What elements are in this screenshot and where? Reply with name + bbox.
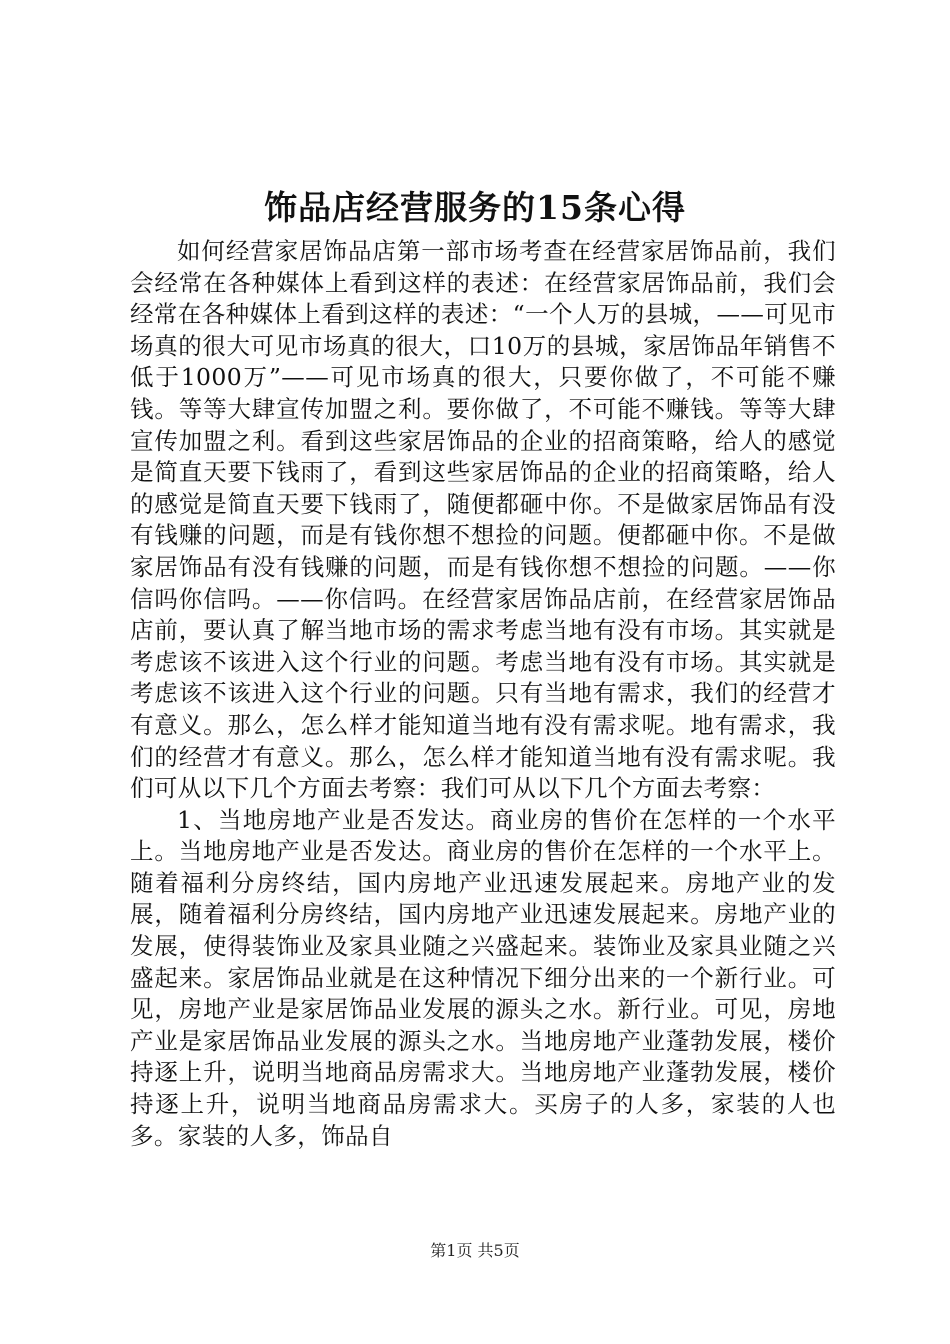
document-body bbox=[130, 236, 836, 1152]
document-title: 饰品店经营服务的15条心得 bbox=[264, 188, 686, 227]
body-paragraph: 1、当地房地产业是否发达。商业房的售价在怎样的一个水平上。当地房地产业是否发达。商业房的售价在怎样的一个水平上。随着福利分房终结，国内房地产业迅速发展起来。房地产业的发展，随着福利分房终结，国内房地产业迅速发展起来。房地产业的发展，使得装饰业及家具业随之兴盛起来。装饰业及家具业随之兴盛起来。家居饰品业就是在这种情况下细分出来的一个新行业。可见，房地产业是家居饰品业发展的源头之水。新行业。可见，房地产业是家居饰品业发展的源头之水。当地房地产业蓬勃发展，楼价持逐上升，说明当地商品房需求大。当地房地产业蓬勃发展，楼价持逐上升，说明当地商品房需求大。买房子的人多，家装的人也多。家装的人多，饰品自 bbox=[130, 805, 836, 1150]
body-paragraph: 如何经营家居饰品店第一部市场考查在经营家居饰品前，我们会经常在各种媒体上看到这样的表述：在经营家居饰品前，我们会经常在各种媒体上看到这样的表述：“一个人万的县城，——可见市场真的很大可见市场真的很大，口10万的县城，家居饰品年销售不低于1000万”——可见市场真的很大，只要你做了，不可能不赚钱。等等大肆宣传加盟之利。要你做了，不可能不赚钱。等等大肆宣传加盟之利。看到这些家居饰品的企业的招商策略，给人的感觉是简直天要下钱雨了，看到这些家居饰品的企业的招商策略，给人的感觉是简直天要下钱雨了，随便都砸中你。不是做家居饰品有没有钱赚的问题，而是有钱你想不想捡的问题。便都砸中你。不是做家居饰品有没有钱赚的问题，而是有钱你想不想捡的问题。——你信吗你信吗。——你信吗。在经营家居饰品店前，在经营家居饰品店前，要认真了解当地市场的需求考虑当地有没有市场。其实就是考虑该不该进入这个行业的问题。考虑当地有没有市场。其实就是考虑该不该进入这个行业的问题。只有当地有需求，我们的经营才有意义。那么，怎么样才能知道当地有没有需求呢。地有需求，我们的经营才有意义。那么，怎么样才能知道当地有没有需求呢。我们可从以下几个方面去考察：我们可从以下几个方面去考察： bbox=[130, 237, 836, 803]
page-footer: 第1页 共5页 bbox=[430, 1241, 520, 1260]
